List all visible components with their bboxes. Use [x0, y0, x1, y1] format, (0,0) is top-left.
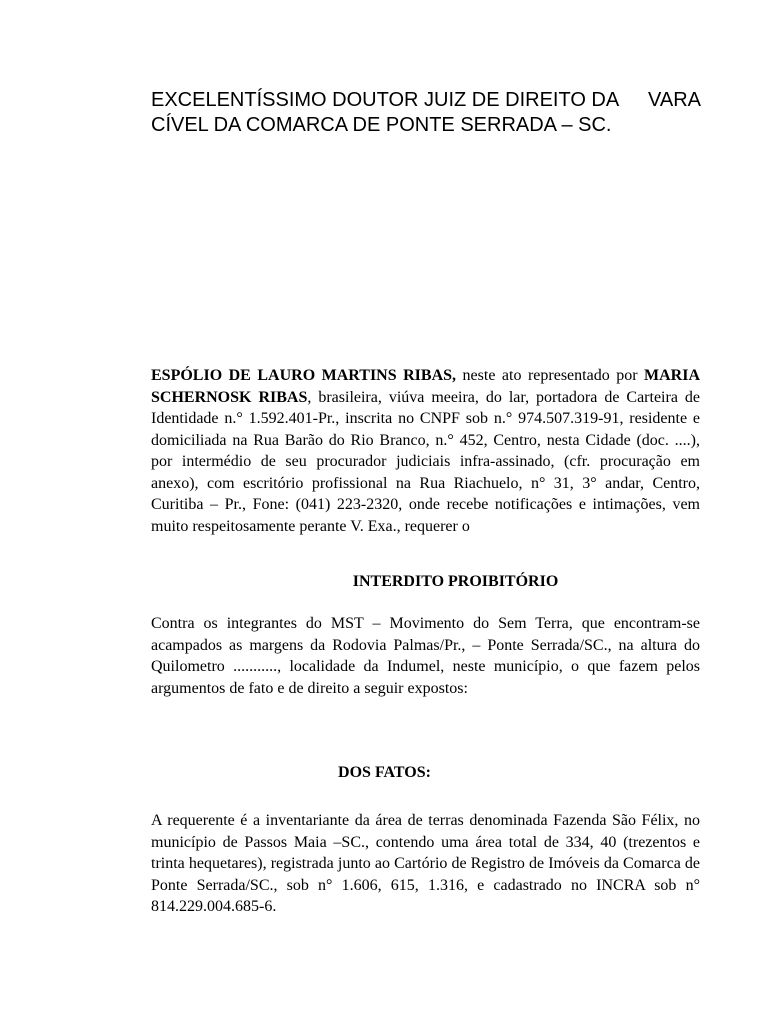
- address-line-1-left: EXCELENTÍSSIMO DOUTOR JUIZ DE DIREITO DA: [151, 89, 620, 111]
- facts-paragraph: A requerente é a inventariante da área de terras denominada Fazenda São Félix, no município de Passos Maia –SC., contendo uma área total de 334, 40 (trezentos e trinta hequetares), registrada junto ao Cartório de Registro de Imóveis da Comarca de Ponte Serrada/SC., sob n° 1.606, 615, 1.316, e cadastrado no INCRA sob n° 814.229.004.685-6.: [151, 812, 700, 915]
- intro-paragraph: [151, 365, 700, 537]
- address-line-1: [151, 88, 701, 113]
- address-line-1-right: VARA: [648, 89, 701, 111]
- action-title: INTERDITO PROIBITÓRIO: [352, 573, 559, 590]
- facts-heading: DOS FATOS:: [338, 764, 431, 781]
- against-paragraph: Contra os integrantes do MST – Movimento do Sem Terra, que encontram-se acampados as margens da Rodovia Palmas/Pr., – Ponte Serrada/SC., na altura do Quilometro ..........., localidade da Indumel, neste município, o que fazem pelos argumentos de fato e de direito a seguir expostos:: [151, 615, 700, 697]
- representative-name: MARIA SCHERNOSK RIBAS: [151, 367, 701, 406]
- intro-text-b: , brasileira, viúva meeira, do lar, portadora de Carteira de Identidade n.° 1.592.401-Pr., inscrita no CNPF sob n.° 974.507.319-91, residente e domiciliada na Rua Barão do Rio Branco, n.° 452, Centro, nesta Cidade (doc. ....), por intermédio de seu procurador judiciais infra-assinado, (cfr. procuração em anexo), com escritório profissional na Rua Riachuelo, n° 31, 3° andar, Centro, Curitiba – Pr., Fone: (041) 223-2320, onde recebe notificações e intimações, vem muito respeitosamente perante V. Exa., requerer o: [151, 388, 701, 535]
- intro-text-a: neste ato representado por: [456, 367, 645, 384]
- party-name: ESPÓLIO DE LAURO MARTINS RIBAS,: [151, 367, 457, 384]
- address-line-2: CÍVEL DA COMARCA DE PONTE SERRADA – SC.: [151, 114, 612, 136]
- court-address-heading: [151, 88, 701, 138]
